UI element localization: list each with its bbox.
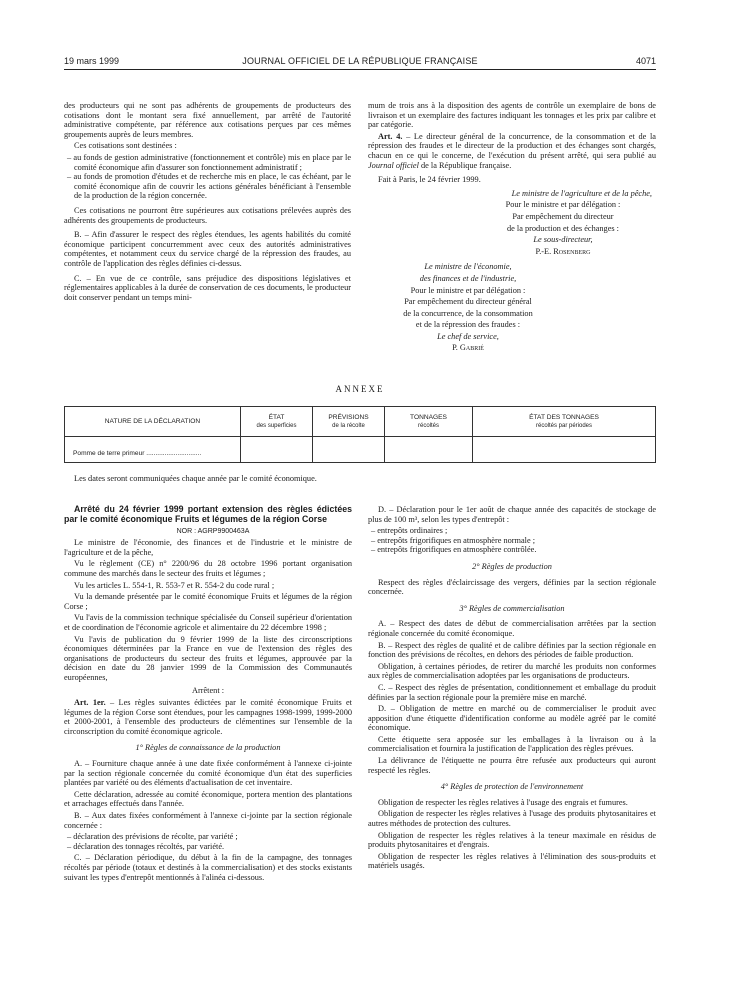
column-header-label: ÉTAT DES TONNAGES (529, 413, 599, 421)
page-header (64, 56, 656, 70)
journal-title: JOURNAL OFFICIEL DE LA RÉPUBLIQUE FRANÇAISE (242, 56, 478, 66)
paragraph: Vu le règlement (CE) n° 2200/96 du 28 octobre 1996 portant organisation commune des marchés dans le secteur des fruits et légumes ; (64, 559, 352, 578)
column-header (241, 407, 313, 437)
article-text: – Les règles suivantes édictées par le comité économique Fruits et légumes de la région Corse sont étendues, pour les campagnes 1998-1999, 1999-2000 et 2000-2001, à l'ensemble des producteurs de clémentines sur l'ensemble de la circonscription du comité économique agricole. (64, 698, 352, 736)
signature-line: Le chef de service, (437, 331, 499, 341)
list-item: – entrepôts frigorifiques en atmosphère normale ; (371, 535, 536, 545)
article-4 (368, 132, 656, 170)
column-header (65, 407, 241, 437)
paragraph: Cette déclaration, adressée au comité économique, portera mention des plantations et arrachages effectués dans l'année. (64, 789, 352, 809)
paragraph: Cette étiquette sera apposée sur les emballages à la livraison ou à la commercialisation et fournira la justification de l'application des règles prévues. (368, 734, 656, 754)
paragraph: B. – Respect des règles de qualité et de calibre définies par la section régionale en fonction des prévisions de récoltes, en dehors des périodes de faible production. (368, 640, 656, 660)
signature-line: Pour le ministre et par délégation : (505, 200, 621, 210)
paragraph: Ces cotisations ne pourront être supérieures aux cotisations prélevées auprès des adhérents des groupements de producteurs. (64, 205, 351, 225)
fait-a-paris: Fait à Paris, le 24 février 1999. (378, 175, 481, 185)
signature-line: de la production et des échanges : (507, 223, 619, 233)
table-row (65, 437, 656, 463)
column-header-label: PRÉVISIONS (328, 413, 369, 421)
page-number: 4071 (635, 56, 656, 66)
paragraph: C. – Respect des règles de présentation, conditionnement et emballage du produit définies par la section régionale pour la première mise en marché. (368, 682, 656, 702)
paragraph: Vu l'avis de la commission technique spécialisée du Conseil supérieur d'orientation et de coordination de l'économie agricole et alimentaire du 22 décembre 1998 ; (64, 613, 352, 632)
column-header (313, 407, 385, 437)
signature-line: de la concurrence, de la consommation (403, 308, 533, 318)
section-heading: 1° Règles de connaissance de la production (135, 743, 281, 753)
signature-line: des finances et de l'industrie, (419, 273, 517, 283)
column-header-sublabel: des superficies (256, 422, 297, 429)
signature-line: Le sous-directeur, (533, 235, 593, 245)
signature-block-1 (368, 189, 656, 199)
nor-reference: NOR : AGRP9900463A (176, 527, 250, 535)
section-heading: 4° Règles de protection de l'environnement (440, 782, 584, 792)
column-header-label: TONNAGES (410, 413, 447, 421)
list-item: – entrepôts frigorifiques en atmosphère contrôlée. (371, 545, 537, 555)
column-header-label: NATURE DE LA DÉCLARATION (104, 417, 201, 425)
column-header-sublabel: récoltés (417, 422, 439, 429)
list (368, 526, 656, 555)
article-label: Art. 1er. (74, 698, 106, 708)
list-item: – déclaration des tonnages récoltés, par variété. (67, 841, 225, 851)
paragraph: A. – Respect des dates de début de commercialisation arrêtées par la section régionale concernée du comité économique. (368, 619, 656, 638)
top-right-column (368, 101, 656, 355)
journal-ref: Journal officiel (368, 160, 419, 170)
paragraph: La délivrance de l'étiquette ne pourra être refusée aux producteurs qui auront respecté les règles. (368, 756, 656, 775)
article-text: – Le directeur général de la concurrence, de la consommation et de la répression des fraudes et le directeur de la production et des échanges sont chargés, chacun en ce qui le concerne, de l'exécution du présent arrêté, qui sera publié au (368, 131, 656, 160)
list (64, 832, 352, 851)
bottom-right-column (368, 505, 656, 873)
table-cell (385, 437, 473, 463)
annexe-table (64, 406, 656, 463)
paragraph: D. – Déclaration pour le 1er août de chaque année des capacités de stockage de plus de 100 m³, selon les types d'entrepôt : (368, 505, 656, 524)
article-1 (64, 698, 352, 736)
list-item: – déclaration des prévisions de récolte, par variété ; (67, 832, 238, 842)
table-header-row (65, 407, 656, 437)
paragraph: B. – Aux dates fixées conformément à l'annexe ci-jointe par la section régionale concernée : (64, 811, 352, 830)
paragraph: mum de trois ans à la disposition des agents de contrôle un exemplaire de bons de livraison et un exemplaire des factures indiquant les tonnages et les prix par calibre et par catégorie. (368, 101, 656, 130)
paragraph: D. – Obligation de mettre en marché ou de commercialiser le produit avec apposition d'une étiquette d'identification conforme au modèle agréé par le comité économique. (368, 704, 656, 733)
paragraph: Vu la demande présentée par le comité économique Fruits et légumes de la région Corse ; (64, 592, 352, 611)
paragraph: des producteurs qui ne sont pas adhérents de groupements de producteurs des cotisations dont le montant sera fixé annuellement, par arrêté de l'autorité administrative compétente, par référence aux cotisations perçues par ces mêmes groupements auprès de leurs membres. (64, 101, 351, 139)
paragraph: Ces cotisations sont destinées : (74, 141, 177, 151)
paragraph: Vu l'avis de publication du 9 février 1999 de la liste des circonscriptions économiques déterminées par la France en vue de l'extension des règles des organisations de producteurs du secteur des fruits et légumes, approuvée par la décision en date du 28 janvier 1999 de la Commission des Communautés européennes, (64, 634, 352, 682)
list-item: – entrepôts ordinaires ; (371, 526, 448, 536)
arretent: Arrêtent : (191, 685, 225, 695)
paragraph: Obligation de respecter les règles relatives à l'élimination des sous-produits et matériels usagés. (368, 851, 656, 871)
paragraph: Le ministre de l'économie, des finances et de l'industrie et le ministre de l'agriculture et de la pêche, (64, 538, 352, 557)
signature-line: Le ministre de l'agriculture et de la pêche, (511, 188, 652, 198)
paragraph: C. – En vue de ce contrôle, sans préjudice des dispositions législatives et réglementaires applicables à la durée de conservation de ces documents, le producteur doit conserver pendant un temps mini- (64, 273, 351, 302)
signature-block-1-details (478, 200, 638, 256)
list-item: – au fonds de promotion d'études et de recherche mis en place, le cas échéant, par le comité économique afin de couvrir les actions générales bénéficiant à l'ensemble de la production de la région concernée. (67, 172, 351, 201)
bottom-left-column (64, 505, 352, 884)
signature-block-2 (368, 262, 558, 353)
table-cell (313, 437, 385, 463)
article-label: Art. 4. (378, 131, 403, 141)
paragraph: Obligation, à certaines périodes, de retirer du marché les produits non conformes aux règles de commercialisation adoptées par les organisations de producteurs. (368, 661, 656, 681)
paragraph: Obligation de respecter les règles relatives à la teneur maximale en résidus de produits phytosanitaires et d'engrais. (368, 830, 656, 850)
column-header (385, 407, 473, 437)
signatory-name: P. Gabrié (452, 343, 484, 353)
column-header-sublabel: de la récolte (332, 422, 365, 429)
annexe-title: ANNEXE (335, 384, 385, 394)
list-item: – au fonds de gestion administrative (fonctionnement et contrôle) mis en place par le comité économique afin d'assurer son fonctionnement administratif ; (67, 152, 351, 172)
table-cell (241, 437, 313, 463)
paragraph: C. – Déclaration périodique, du début à la fin de la campagne, des tonnages récoltés par période (totaux et destinés à la commercialisation) et des stocks existants suivant les types d'entrepôt mentionnés à l'alinéa ci-dessous. (64, 853, 352, 882)
column-header (473, 407, 656, 437)
signature-line: Par empêchement du directeur (512, 211, 614, 221)
column-header-sublabel: récoltés par périodes (535, 422, 593, 429)
paragraph: Respect des règles d'éclaircissage des vergers, définies par la section régionale concernée. (368, 577, 656, 597)
signature-line: Par empêchement du directeur général (404, 297, 532, 307)
paragraph: Vu les articles L. 554-1, R. 553-7 et R. 554-2 du code rural ; (74, 580, 275, 590)
signature-line: Pour le ministre et par délégation : (410, 285, 526, 295)
list (64, 153, 351, 201)
section-heading: 3° Règles de commercialisation (459, 603, 565, 613)
paragraph: Obligation de respecter les règles relatives à l'usage des produits phytosanitaires et autres méthodes de protection des cultures. (368, 809, 656, 829)
issue-date: 19 mars 1999 (64, 56, 120, 66)
article-text: de la République française. (418, 160, 512, 170)
signatory-name: P.-E. Rosenberg (535, 246, 591, 256)
top-left-column (64, 101, 351, 304)
paragraph: Obligation de respecter les règles relatives à l'usage des engrais et fumures. (378, 797, 628, 807)
signature-line: et de la répression des fraudes : (415, 320, 521, 330)
section-heading: 2° Règles de production (472, 561, 552, 571)
signature-line: Le ministre de l'économie, (424, 262, 512, 272)
arrete-title: Arrêté du 24 février 1999 portant extension des règles édictées par le comité économique Fruits et légumes de la région Corse (64, 504, 352, 524)
table-cell (473, 437, 656, 463)
paragraph: B. – Afin d'assurer le respect des règles étendues, les agents habilités du comité économique participent concurremment avec ceux des autorités administratives compétentes, et notamment ceux du service chargé de la répression des fraudes, au contrôle de l'application des règles définies ci-dessus. (64, 230, 351, 268)
column-header-label: ÉTAT (268, 413, 285, 421)
table-cell: Pomme de terre primeur .............................. (65, 437, 241, 463)
paragraph: A. – Fourniture chaque année à une date fixée conformément à l'annexe ci-jointe par la section régionale concernée du comité économique d'un état des superficies plantées par variété ou des éléments d'actualisation de cet inventaire. (64, 759, 352, 788)
annexe-note: Les dates seront communiquées chaque année par le comité économique. (74, 474, 317, 483)
